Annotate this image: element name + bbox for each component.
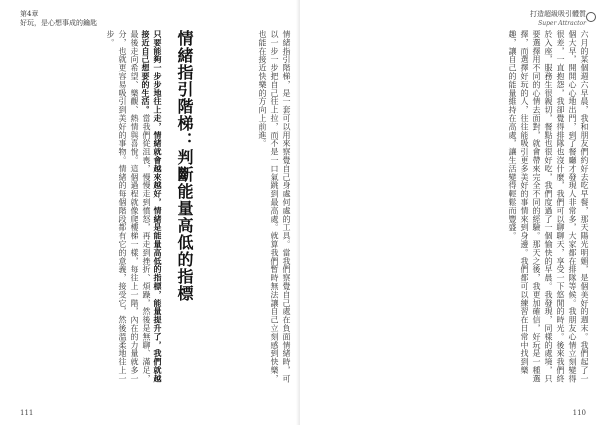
book-subtitle: Super Attractor: [538, 20, 586, 27]
left-body-bold: 只要能夠一步步地往上走，情緒就會越來越好，情緒是能量高低的指標，能量提升了，我們就越接近自己想要的生活。: [141, 30, 163, 383]
right-body: 六月的某個週六早晨，我和朋友們約好去吃早餐，那天陽光明媚，是個美好的週末。我們起了一個大早，開開心心地出門，到了餐廳才發現人非常多，大家都在排隊等候。我朋友心情立刻變得很差，一直抱怨，我卻覺得排隊也沒什麼，我們可以聊聊天，享受一下悠閒的時光。後來我們終於入座，服務生很親切，餐點也很好吃，我們度過了一個愉快的早晨。我發現，同樣的處境，只要選擇用不同的心情去面對，就會帶來完全不同的經驗。那天之後，我更加確信，好玩是一種選擇，而選擇好玩的人，往往能吸引更多美好的事情來到身邊。我們都可以練習在日常中找到樂趣，讓自己的能量維持在高處，讓生活變得輕鬆而豐盛。: [508, 30, 589, 383]
right-running-head: [530, 10, 586, 28]
left-body-intro: [196, 30, 292, 390]
book-title: 打造超級吸引體質: [530, 10, 586, 18]
left-body-before: 情緒指引階梯，是一套可以用來察覺自己身處何處的工具。當我們察覺自己處在負面情緒時，可以一步一步把自己往上拉，而不是一口氣跳到最高處。就算我們暫時無法讓自己立刻感到快樂，也能在接近快樂的方向上前進。: [258, 30, 291, 383]
chapter-title: 好玩，是心想事成的鑰匙: [20, 19, 97, 27]
left-body-main: [14, 30, 164, 390]
publisher-mark-icon: [586, 12, 596, 22]
section-heading: 情緒指引階梯：判斷能量高低的指標: [175, 30, 194, 302]
right-page: [300, 0, 600, 425]
right-page-number: 110: [572, 409, 586, 417]
left-page-number: 111: [20, 409, 34, 417]
left-body-after: 當我們從沮喪，慢慢走到憤怒，再走到挫折、煩躁，然後是無聊、滿足，最後走向希望、樂觀、熱情與喜悅。這個過程就像爬樓梯一樣，每往上一階，內在的力量就多一分，也就更容易吸引到美好的事物。情緒的每個階段都有它的意義，接受它，然後溫柔地往上一步。: [106, 30, 151, 383]
left-running-head: [20, 10, 97, 28]
chapter-label: 第4章: [20, 10, 39, 18]
